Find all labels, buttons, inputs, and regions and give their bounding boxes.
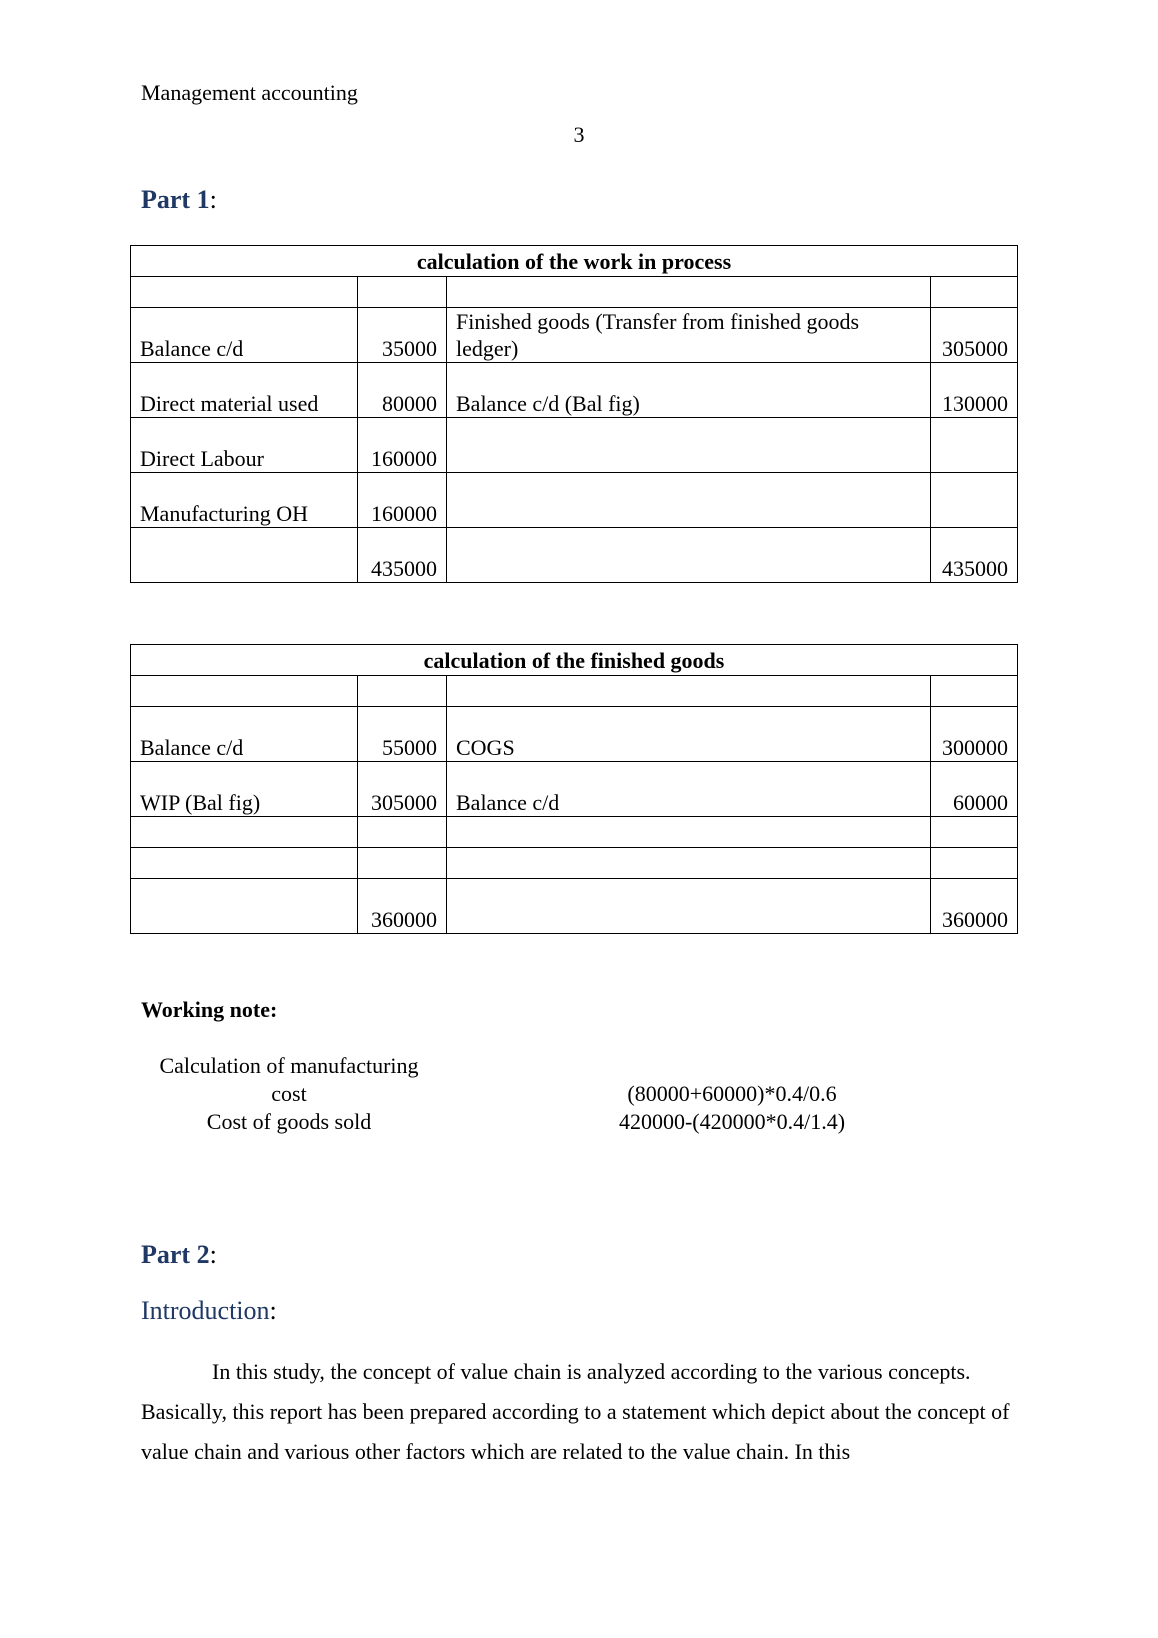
- table-cell: 80000: [358, 363, 447, 418]
- table-cell: 160000: [358, 473, 447, 528]
- table-cell: COGS: [447, 707, 931, 762]
- table-row: [131, 848, 1018, 879]
- part-2-label: Part 2: [141, 1240, 210, 1269]
- table-cell: 305000: [358, 762, 447, 817]
- working-note-label: Cost of goods sold: [206, 1109, 372, 1134]
- table-cell: [931, 277, 1018, 308]
- table-row: [131, 676, 1018, 707]
- table-row: [131, 418, 1018, 473]
- table-cell: [131, 817, 358, 848]
- table-cell: [447, 473, 931, 528]
- working-note-value: (80000+60000)*0.4/0.6: [627, 1081, 837, 1106]
- table-cell: 360000: [358, 879, 447, 934]
- table-row: [131, 363, 1018, 418]
- table-cell: [131, 528, 358, 583]
- table-cell: [358, 848, 447, 879]
- table-cell: 435000: [358, 528, 447, 583]
- part-1-label: Part 1: [141, 185, 210, 214]
- table-cell: WIP (Bal fig): [131, 762, 358, 817]
- table-cell: [931, 418, 1018, 473]
- working-note-title: Working note:: [141, 997, 278, 1022]
- table-cell: [447, 528, 931, 583]
- working-note-label: Calculation of manufacturing cost: [159, 1053, 419, 1106]
- table-row: [131, 473, 1018, 528]
- table-cell: 55000: [358, 707, 447, 762]
- table-cell: 160000: [358, 418, 447, 473]
- introduction-heading: [141, 1296, 277, 1326]
- introduction-text: In this study, the concept of value chain is analyzed according to the various concepts. Basically, this report has been prepared according to a statement which depict about the concept of value chain and various other factors which are related to the value chain. In this: [141, 1359, 1010, 1464]
- table-cell: Direct material used: [131, 363, 358, 418]
- table-cell: 360000: [931, 879, 1018, 934]
- table-cell: 35000: [358, 308, 447, 363]
- table-cell: [447, 676, 931, 707]
- table-cell: 305000: [931, 308, 1018, 363]
- table-cell: [447, 879, 931, 934]
- table-cell: [358, 817, 447, 848]
- table-row: [131, 277, 1018, 308]
- table-row: [131, 817, 1018, 848]
- table-cell: [358, 676, 447, 707]
- part-2-colon: :: [209, 1240, 217, 1269]
- wip-table: [130, 245, 1018, 583]
- table-row: [131, 879, 1018, 934]
- table-cell: [931, 473, 1018, 528]
- part-1-colon: :: [209, 185, 217, 214]
- table-cell: Finished goods (Transfer from finished goods ledger): [447, 308, 931, 363]
- table-cell: [447, 817, 931, 848]
- table-cell: 130000: [931, 363, 1018, 418]
- table-cell: [447, 848, 931, 879]
- table-cell: Balance c/d: [131, 308, 358, 363]
- table-cell: [447, 277, 931, 308]
- table-cell: [931, 817, 1018, 848]
- table-cell: 435000: [931, 528, 1018, 583]
- table-row: [131, 707, 1018, 762]
- table-cell: [131, 879, 358, 934]
- table-cell: [931, 848, 1018, 879]
- table-row: [131, 762, 1018, 817]
- table-cell: [358, 277, 447, 308]
- fg-table-title: calculation of the finished goods: [131, 645, 1018, 676]
- introduction-colon: :: [269, 1296, 277, 1325]
- table-cell: 60000: [931, 762, 1018, 817]
- part-1-heading: [141, 185, 217, 215]
- table-cell: Balance c/d (Bal fig): [447, 363, 931, 418]
- running-head: Management accounting: [141, 80, 358, 105]
- introduction-paragraph: [141, 1352, 1031, 1472]
- table-cell: Direct Labour: [131, 418, 358, 473]
- table-cell: Balance c/d: [131, 707, 358, 762]
- table-row: [131, 308, 1018, 363]
- table-cell: [131, 848, 358, 879]
- table-cell: Manufacturing OH: [131, 473, 358, 528]
- table-cell: [131, 277, 358, 308]
- working-note-value: 420000-(420000*0.4/1.4): [618, 1109, 846, 1134]
- page-number: 3: [573, 122, 585, 147]
- table-row: [131, 528, 1018, 583]
- table-cell: [447, 418, 931, 473]
- table-cell: Balance c/d: [447, 762, 931, 817]
- table-cell: [131, 676, 358, 707]
- fg-table: [130, 644, 1018, 934]
- table-cell: 300000: [931, 707, 1018, 762]
- table-cell: [931, 676, 1018, 707]
- wip-table-title: calculation of the work in process: [131, 246, 1018, 277]
- part-2-heading: [141, 1240, 217, 1270]
- introduction-label: Introduction: [141, 1296, 270, 1325]
